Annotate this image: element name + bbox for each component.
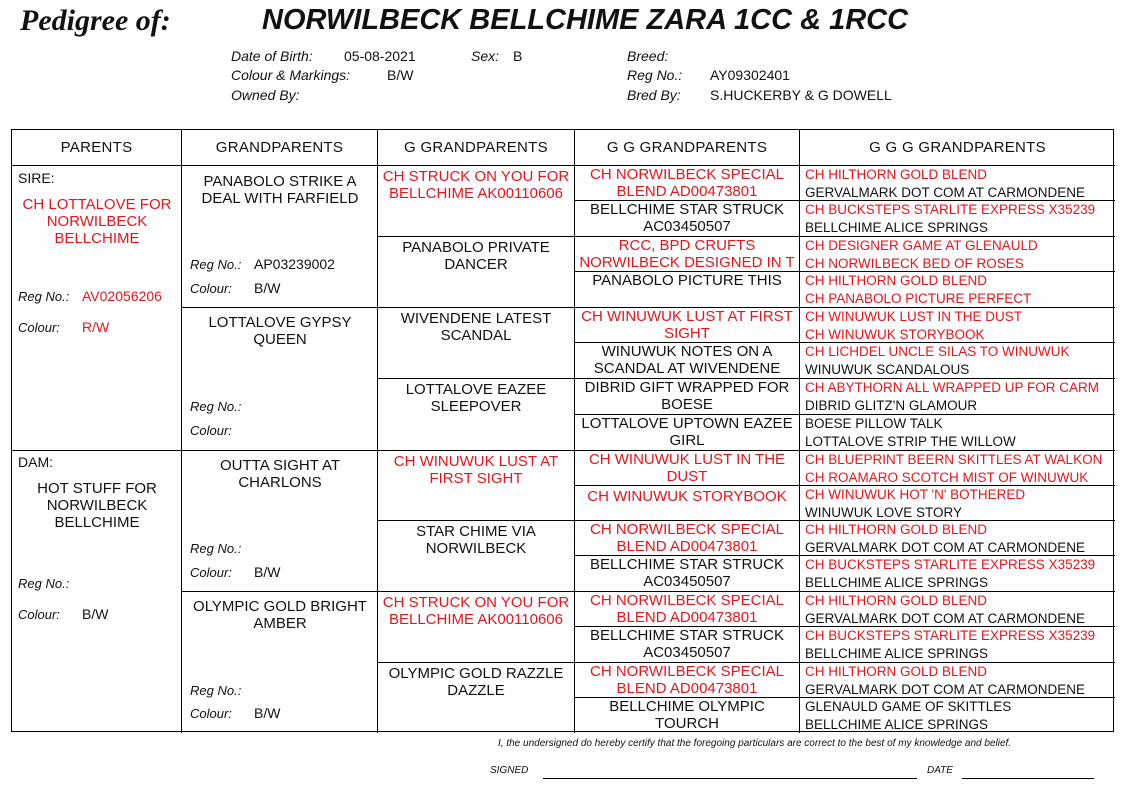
header-gg-grandparents: G G GRANDPARENTS [575,130,800,166]
ggggp-dam: BELLCHIME ALICE SPRINGS [805,645,989,661]
grandparent-reg-label: Reg No.: [190,399,242,414]
gggp-5: CH WINUWUK LUST AT FIRST SIGHT [575,308,800,343]
ggggp-dam: WINUWUK SCANDALOUS [805,361,970,377]
grandparent-reg-value: AP03239002 [254,256,335,272]
ggggp-sire: CH WINUWUK LUST IN THE DUST [805,309,1023,324]
certification-text: I, the undersigned do hereby certify that the foregoing particulars are correct to the best of my knowledge and belief. [498,738,1012,749]
dog-name-title: NORWILBECK BELLCHIME ZARA 1CC & 1RCC [262,4,909,36]
colour-markings-value: B/W [387,67,414,83]
gggp-8: LOTTALOVE UPTOWN EAZEE GIRL [575,415,800,451]
gggp-16: BELLCHIME OLYMPIC TOURCH [575,698,800,733]
ggp-4: LOTTALOVE EAZEE SLEEPOVER [378,379,575,451]
gggp-2: BELLCHIME STAR STRUCK AC03450507 [575,201,800,237]
sire-colour-value: R/W [82,319,110,335]
sire-label: SIRE: [18,170,55,186]
dob-label: Date of Birth: [231,48,313,64]
ggp-6: STAR CHIME VIA NORWILBECK [378,521,575,592]
ggp-3: WIVENDENE LATEST SCANDAL [378,308,575,379]
signature-line[interactable] [543,778,917,779]
gggp-3: RCC, BPD CRUFTS NORWILBECK DESIGNED IN T [575,237,800,272]
dam-label: DAM: [18,454,53,470]
header-g-grandparents: G GRANDPARENTS [378,130,575,166]
grandparent-colour-label: Colour: [190,706,232,721]
ggggp-4 [800,272,1115,308]
ggggp-12 [800,556,1115,592]
sex-label: Sex: [471,48,500,64]
header-ggg-grandparents: G G G GRANDPARENTS [800,130,1115,166]
ggggp-sire: BOESE PILLOW TALK [805,416,943,431]
ggp-7: CH STRUCK ON YOU FOR BELLCHIME AK00110606 [378,592,575,663]
pedigree-table [11,129,1114,732]
ggggp-dam: GERVALMARK DOT COM AT CARMONDENE [805,539,1086,555]
gggp-12: BELLCHIME STAR STRUCK AC03450507 [575,556,800,592]
ggggp-13 [800,592,1115,627]
ggggp-2 [800,201,1115,237]
ggggp-sire: CH HILTHORN GOLD BLEND [805,273,988,288]
grandparent-name: PANABOLO STRIKE A DEAL WITH FARFIELD [201,173,359,207]
ggggp-sire: CH HILTHORN GOLD BLEND [805,167,988,182]
grandparent-colour-label: Colour: [190,423,232,438]
grandparent-colour-value: B/W [254,705,281,721]
ggggp-sire: CH WINUWUK HOT 'N' BOTHERED [805,487,1026,502]
reg-no-label: Reg No.: [627,67,683,83]
reg-no-value: AY09302401 [710,67,790,83]
ggggp-sire: CH BUCKSTEPS STARLITE EXPRESS X35239 [805,557,1096,572]
grandparent-colour-label: Colour: [190,565,232,580]
grandparent-colour-value: B/W [254,280,281,296]
sex-value: B [513,48,523,64]
colour-markings-label: Colour & Markings: [231,67,351,83]
ggggp-10 [800,486,1115,521]
ggggp-7 [800,379,1115,415]
dam-cell [12,451,182,733]
gggp-15: CH NORWILBECK SPECIAL BLEND AD00473801 [575,663,800,698]
grandparent-colour-label: Colour: [190,281,232,296]
ggggp-sire: CH BUCKSTEPS STARLITE EXPRESS X35239 [805,202,1096,217]
ggggp-sire: CH BUCKSTEPS STARLITE EXPRESS X35239 [805,628,1096,643]
header-parents: PARENTS [12,130,182,166]
date-line[interactable] [962,778,1094,779]
ggp-8: OLYMPIC GOLD RAZZLE DAZZLE [378,663,575,733]
ggggp-sire: GLENAULD GAME OF SKITTLES [805,699,1012,714]
ggp-5: CH WINUWUK LUST AT FIRST SIGHT [378,451,575,521]
gggp-7: DIBRID GIFT WRAPPED FOR BOESE [575,379,800,415]
grandparent-1 [182,166,378,308]
ggggp-9 [800,451,1115,486]
ggggp-sire: CH HILTHORN GOLD BLEND [805,664,988,679]
gggp-10: CH WINUWUK STORYBOOK [575,486,800,521]
ggggp-16 [800,698,1115,733]
gggp-1: CH NORWILBECK SPECIAL BLEND AD00473801 [575,166,800,201]
ggggp-8 [800,415,1115,451]
ggggp-15 [800,663,1115,698]
gggp-9: CH WINUWUK LUST IN THE DUST [575,451,800,486]
ggggp-dam: WINUWUK LOVE STORY [805,504,963,520]
page-title-label: Pedigree of: [20,4,171,37]
signed-label: SIGNED [490,765,529,776]
grandparent-reg-label: Reg No.: [190,541,242,556]
ggggp-sire: CH LICHDEL UNCLE SILAS TO WINUWUK [805,344,1070,359]
grandparent-reg-label: Reg No.: [190,257,242,272]
ggggp-sire: CH DESIGNER GAME AT GLENAULD [805,238,1038,253]
owned-by-label: Owned By: [231,87,300,103]
bred-by-label: Bred By: [627,87,681,103]
ggggp-sire: CH HILTHORN GOLD BLEND [805,593,988,608]
ggggp-1 [800,166,1115,201]
dam-colour-value: B/W [82,606,109,622]
dob-value: 05-08-2021 [344,48,416,64]
ggggp-dam: CH ROAMARO SCOTCH MIST OF WINUWUK [805,469,1089,485]
grandparent-name: LOTTALOVE GYPSY QUEEN [208,314,352,348]
sire-name: CH LOTTALOVE FOR NORWILBECK BELLCHIME [22,196,172,247]
grandparent-2 [182,308,378,451]
grandparent-reg-label: Reg No.: [190,683,242,698]
dam-colour-label: Colour: [18,607,60,622]
ggggp-14 [800,627,1115,663]
ggggp-dam: CH WINUWUK STORYBOOK [805,326,985,342]
header-grandparents: GRANDPARENTS [182,130,378,166]
grandparent-colour-value: B/W [254,564,281,580]
ggggp-6 [800,343,1115,379]
grandparent-name: OUTTA SIGHT AT CHARLONS [219,457,340,491]
sire-cell [12,166,182,451]
gggp-11: CH NORWILBECK SPECIAL BLEND AD00473801 [575,521,800,556]
ggp-1: CH STRUCK ON YOU FOR BELLCHIME AK00110606 [378,166,575,237]
ggggp-5 [800,308,1115,343]
ggggp-dam: CH PANABOLO PICTURE PERFECT [805,290,1032,306]
gggp-6: WINUWUK NOTES ON A SCANDAL AT WIVENDENE [575,343,800,379]
gggp-4: PANABOLO PICTURE THIS [575,272,800,308]
sire-reg-label: Reg No.: [18,289,70,304]
gggp-14: BELLCHIME STAR STRUCK AC03450507 [575,627,800,663]
grandparent-4 [182,592,378,733]
sire-reg-value: AV02056206 [82,288,162,304]
grandparent-3 [182,451,378,592]
breed-label: Breed: [627,48,669,64]
ggggp-dam: GERVALMARK DOT COM AT CARMONDENE [805,610,1086,626]
ggggp-dam: GERVALMARK DOT COM AT CARMONDENE [805,681,1086,697]
ggggp-dam: LOTTALOVE STRIP THE WILLOW [805,433,1016,449]
ggggp-sire: CH ABYTHORN ALL WRAPPED UP FOR CARM [805,380,1100,395]
ggggp-dam: GERVALMARK DOT COM AT CARMONDENE [805,184,1086,200]
ggp-2: PANABOLO PRIVATE DANCER [378,237,575,308]
grandparent-name: OLYMPIC GOLD BRIGHT AMBER [193,598,367,632]
ggggp-11 [800,521,1115,556]
ggggp-dam: DIBRID GLITZ'N GLAMOUR [805,397,978,413]
ggggp-sire: CH BLUEPRINT BEERN SKITTLES AT WALKON [805,452,1103,467]
dam-name: HOT STUFF FOR NORWILBECK BELLCHIME [37,480,157,531]
gggp-13: CH NORWILBECK SPECIAL BLEND AD00473801 [575,592,800,627]
ggggp-dam: BELLCHIME ALICE SPRINGS [805,219,989,235]
ggggp-3 [800,237,1115,272]
ggggp-dam: BELLCHIME ALICE SPRINGS [805,574,989,590]
dam-reg-label: Reg No.: [18,576,70,591]
sire-colour-label: Colour: [18,320,60,335]
ggggp-sire: CH HILTHORN GOLD BLEND [805,522,988,537]
bred-by-value: S.HUCKERBY & G DOWELL [710,87,892,103]
date-label: DATE [927,765,953,776]
ggggp-dam: CH NORWILBECK BED OF ROSES [805,255,1024,271]
ggggp-dam: BELLCHIME ALICE SPRINGS [805,716,989,732]
